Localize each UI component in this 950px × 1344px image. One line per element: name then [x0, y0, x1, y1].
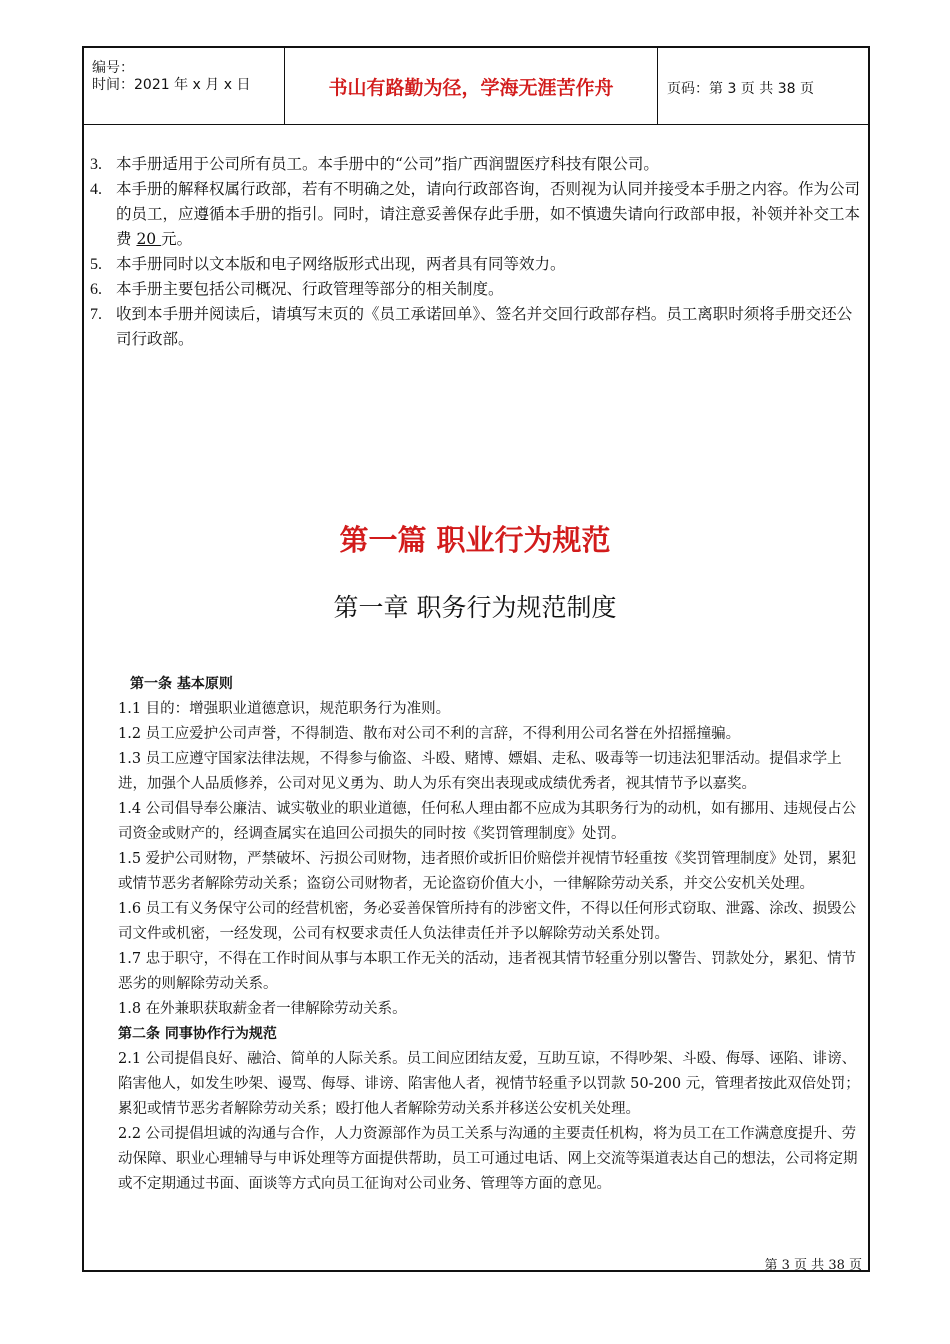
list-number: 4.: [90, 181, 102, 198]
header-meta: [92, 60, 250, 94]
time-label: 时间：2021 年 x 月 x 日: [92, 77, 251, 93]
motto: 书山有路勤为径，学海无涯苦作舟: [284, 48, 658, 124]
clause: 1.8 在外兼职获取薪金者一律解除劳动关系。: [118, 1001, 407, 1017]
clause: 1.1 目的：增强职业道德意识，规范职务行为准则。: [118, 701, 451, 717]
list-number: 5.: [90, 256, 102, 273]
list-text: 本手册适用于公司所有员工。本手册中的“公司”指广西润盟医疗科技有限公司。: [116, 155, 659, 173]
clause: 1.6 员工有义务保守公司的经营机密，务必妥善保管所持有的涉密文件，不得以任何形式窃取、泄露、涂改、损毁公司文件或机密，一经发现，公司有权要求责任人负法律责任并予以解除劳动关系处罚。: [118, 901, 857, 942]
intro-list: [90, 152, 868, 352]
list-number: 6.: [90, 281, 102, 298]
list-text: 本手册同时以文本版和电子网络版形式出现，两者具有同等效力。: [116, 255, 566, 273]
list-text: [116, 177, 864, 252]
list-text-after: 元。: [161, 230, 193, 248]
clause: 2.1 公司提倡良好、融洽、简单的人际关系。员工间应团结友爱，互助互谅，不得吵架、斗殴、侮辱、诬陷、诽谤、陷害他人，如发生吵架、谩骂、侮辱、诽谤、陷害他人者，视情节轻重予以罚款 50-200 元，管理者按此双倍处罚；累犯或情节恶劣者解除劳动关系；殴打他人者解除劳动关系并移送公安机关处理。: [118, 1051, 860, 1117]
list-number: 7.: [90, 306, 102, 323]
list-item: [90, 277, 868, 302]
clause: 1.4 公司倡导奉公廉洁、诚实敬业的职业道德，任何私人理由都不应成为其职务行为的动机，如有挪用、违规侵占公司资金或财产的，经调查属实在追回公司损失的同时按《奖罚管理制度》处罚。: [118, 801, 857, 842]
clause: 1.3 员工应遵守国家法律法规，不得参与偷盗、斗殴、赌博、嫖娼、走私、吸毒等一切违法犯罪活动。提倡求学上进，加强个人品质修养，公司对见义勇为、助人为乐有突出表现或成绩优秀者，视其情节予以嘉奖。: [118, 751, 842, 792]
list-number: 3.: [90, 156, 102, 173]
clause: 1.5 爱护公司财物，严禁破坏、污损公司财物，违者照价或折旧价赔偿并视情节轻重按《奖罚管理制度》处罚，累犯或情节恶劣者解除劳动关系；盗窃公司财物者，无论盗窃价值大小，一律解除劳动关系，并交公安机关处理。: [118, 851, 857, 892]
clause: 2.2 公司提倡坦诚的沟通与合作，人力资源部作为员工关系与沟通的主要责任机构，将为员工在工作满意度提升、劳动保障、职业心理辅导与申诉处理等方面提供帮助，员工可通过电话、网上交流等渠道表达自己的想法，公司将定期或不定期通过书面、面谈等方式向员工征询对公司业务、管理等方面的意见。: [118, 1126, 858, 1192]
chapter-title: 第一章 职务行为规范制度: [333, 593, 617, 622]
list-item: [90, 302, 868, 352]
clause: 1.2 员工应爱护公司声誉，不得制造、散布对公司不利的言辞，不得利用公司名誉在外招摇撞骗。: [118, 726, 741, 742]
fee-amount: 20: [136, 230, 162, 248]
list-item: [90, 152, 868, 177]
list-text: 本手册主要包括公司概况、行政管理等部分的相关制度。: [116, 280, 504, 298]
list-text-before: 本手册的解释权属行政部，若有不明确之处，请向行政部咨询，否则视为认同并接受本手册之内容。作为公司的员工，应遵循本手册的指引。同时，请注意妥善保存此手册，如不慎遗失请向行政部申报，补领并补交工本费: [116, 180, 861, 248]
part-title: 第一篇 职业行为规范: [339, 523, 611, 557]
list-item: [90, 177, 868, 252]
list-item: [90, 252, 868, 277]
list-text: 收到本手册并阅读后，请填写末页的《员工承诺回单》、签名并交回行政部存档。员工离职时须将手册交还公司行政部。: [116, 305, 853, 348]
document-header: [84, 48, 868, 125]
article-1-title: 第一条 基本原则: [130, 676, 233, 692]
header-page-label: 页码：第 3 页 共 38 页: [667, 81, 814, 97]
page-footer: 第 3 页 共 38 页: [764, 1258, 862, 1273]
number-label: 编号：: [92, 60, 134, 76]
article-2-title: 第二条 同事协作行为规范: [118, 1026, 277, 1042]
clause: 1.7 忠于职守，不得在工作时间从事与本职工作无关的活动，违者视其情节轻重分别以警告、罚款处分，累犯、情节恶劣的则解除劳动关系。: [118, 951, 857, 992]
body-text: [118, 672, 870, 1197]
